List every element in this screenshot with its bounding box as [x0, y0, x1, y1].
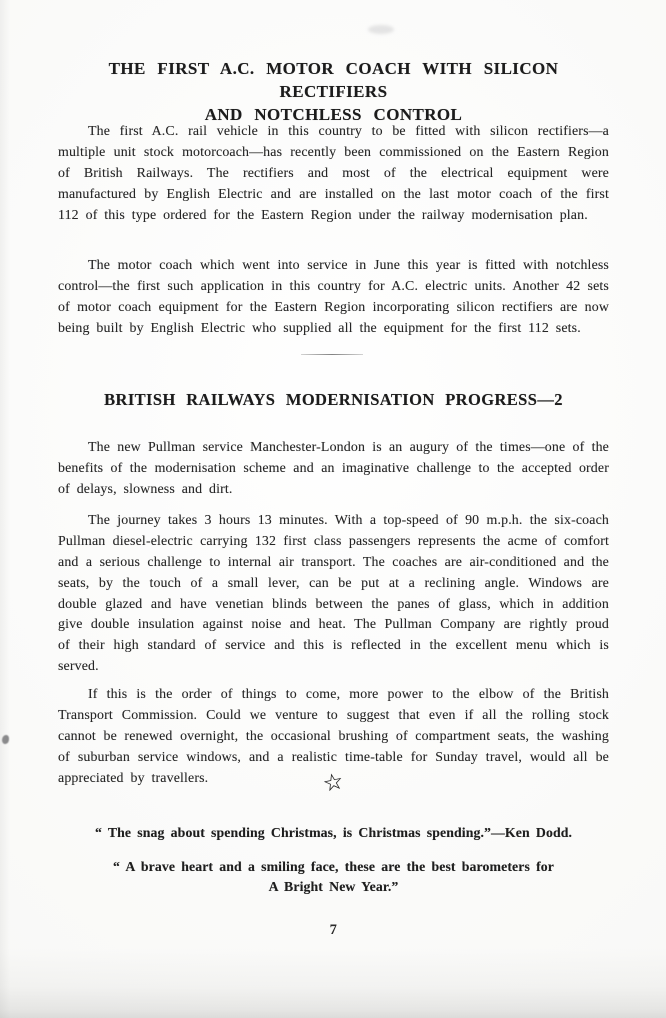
- scan-shadow-bottom-edge: [0, 948, 666, 1018]
- scan-smudge-mark: [368, 25, 394, 34]
- star-icon: ☆: [320, 768, 347, 797]
- article-paragraph: The journey takes 3 hours 13 minutes. With a top-speed of 90 m.p.h. the six-coach Pullman diesel-electric carrying 132 first class passengers represents the acme of comfort and a serious challenge to internal air transport. The coaches are air-conditioned and the seats, by the touch of a small lever, can be put at a reclining angle. Windows are double glazed and have venetian blinds between the panes of glass, which in addition give double insulation against noise and heat. The Pullman Company are rightly proud of their high standard of service and this is reflected in the excellent menu which is served.: [58, 512, 609, 675]
- quotation-2-line-2: A Bright New Year.”: [268, 879, 399, 894]
- quotation-2-line-1: “ A brave heart and a smiling face, these are the best barometers for: [113, 859, 554, 874]
- article-paragraph: The first A.C. rail vehicle in this country to be fitted with silicon rectifiers—a multiple unit stock motorcoach—has recently been commissioned on the Eastern Region of British Railways. The rectifiers and most of the electrical equipment were manufactured by English Electric and are installed on the last motor coach of the first 112 of this type ordered for the Eastern Region under the railway modernisation plan.: [58, 123, 609, 223]
- article-paragraph: The motor coach which went into service in June this year is fitted with notchless control—the first such application in this country for A.C. electric units. Another 42 sets of motor coach equipment for the Eastern Region incorporating silicon rectifiers are now being built by English Electric who supplied all the equipment for the first 112 sets.: [58, 257, 609, 336]
- scan-edge-speck: [2, 735, 9, 744]
- section-divider-rule: [301, 354, 363, 355]
- section-heading: BRITISH RAILWAYS MODERNISATION PROGRESS—2: [104, 390, 563, 409]
- quotation-1: “ The snag about spending Christmas, is Christmas spending.”—Ken Dodd.: [94, 825, 573, 840]
- scan-shadow-left-edge: [0, 0, 10, 1018]
- article-title: [58, 57, 609, 126]
- page-number: 7: [329, 922, 338, 938]
- article-paragraph: If this is the order of things to come, more power to the elbow of the British Transport Commission. Could we venture to suggest that even if all the rolling stock cannot be renewed overnight, the occasional brushing of compartment seats, the washing of suburban service windows, and a realistic time-table for Sunday travel, would all be appreciated by travellers.: [58, 686, 609, 786]
- article-title-line-2: AND NOTCHLESS CONTROL: [204, 105, 463, 124]
- quotation-2: [58, 857, 609, 897]
- article-paragraph: The new Pullman service Manchester-London is an augury of the times—one of the benefits of the modernisation scheme and an imaginative challenge to the accepted order of delays, slowness and dirt.: [58, 439, 609, 497]
- article-title-line-1: THE FIRST A.C. MOTOR COACH WITH SILICON RECTIFIERS: [108, 59, 559, 101]
- star-ornament: [58, 770, 609, 796]
